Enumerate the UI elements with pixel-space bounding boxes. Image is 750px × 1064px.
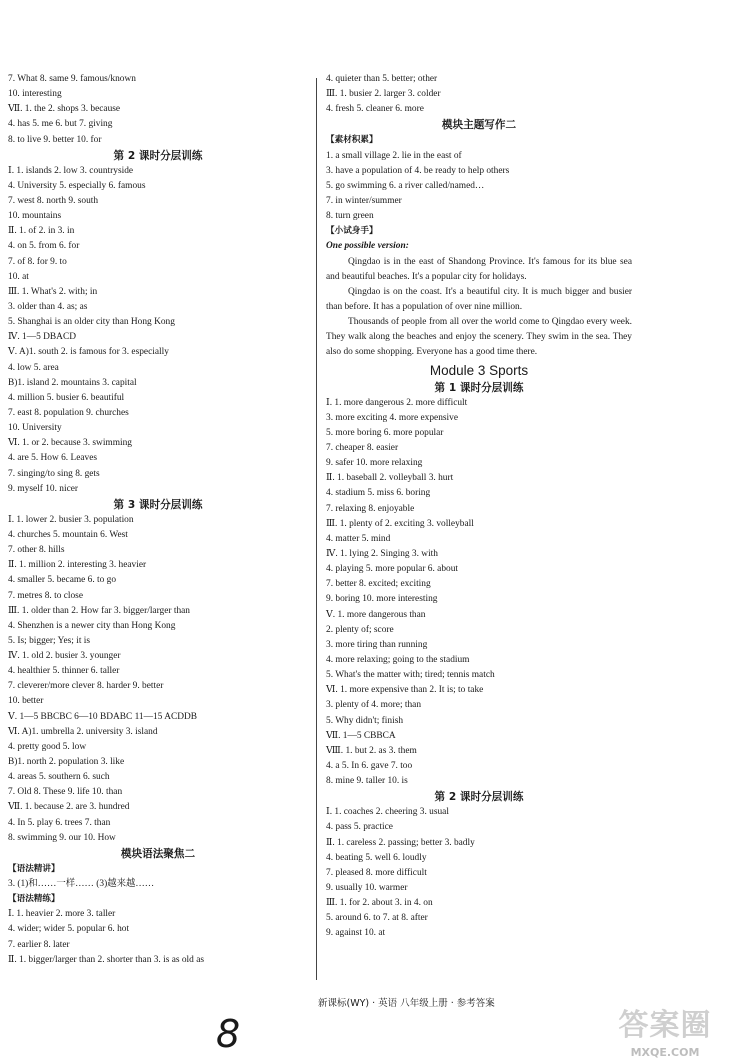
answer-line: 7. Old 8. These 9. life 10. than <box>8 787 123 798</box>
answer-line: 4. pass 5. practice <box>326 822 393 833</box>
answer-line: 4. healthier 5. thinner 6. taller <box>8 666 120 677</box>
answer-line: 10. better <box>8 696 44 707</box>
answer-line: Ⅶ. 1. because 2. are 3. hundred <box>8 802 130 813</box>
answer-line: 7. west 8. north 9. south <box>8 195 99 206</box>
answer-line: 7. pleased 8. more difficult <box>326 867 427 878</box>
answer-line: 4. stadium 5. miss 6. boring <box>326 488 431 499</box>
answer-line: 10. mountains <box>8 211 62 222</box>
sample-label: One possible version: <box>326 241 409 252</box>
answer-line: 4. has 5. me 6. but 7. giving <box>8 119 113 130</box>
answer-line: Ⅲ. 1. older than 2. How far 3. bigger/larger than <box>8 605 190 616</box>
answer-line: 5. more boring 6. more popular <box>326 427 444 438</box>
answer-line: 3. more exciting 4. more expensive <box>326 412 458 423</box>
section-tag: 【语法精练】 <box>8 894 60 905</box>
answer-line: 2. plenty of; score <box>326 624 394 635</box>
answer-line: 5. go swimming 6. a river called/named… <box>326 180 485 191</box>
answer-line: 10. University <box>8 423 62 434</box>
answer-line: B)1. north 2. population 3. like <box>8 757 125 768</box>
answer-line: 3. plenty of 4. more; than <box>326 700 422 711</box>
answer-line: 4. beating 5. well 6. loudly <box>326 852 427 863</box>
answer-line: 9. safer 10. more relaxing <box>326 458 423 469</box>
answer-line: 7. earlier 8. later <box>8 939 70 950</box>
answer-line: 9. against 10. at <box>326 928 386 939</box>
answer-line: 7. singing/to sing 8. gets <box>8 468 100 479</box>
answer-line: 4. low 5. area <box>8 362 59 373</box>
section-heading: 第 1 课时分层训练 <box>434 381 524 394</box>
answer-line: 7. in winter/summer <box>326 195 402 206</box>
answer-line: 3. older than 4. as; as <box>8 301 88 312</box>
answer-line: 4. areas 5. southern 6. such <box>8 772 110 783</box>
answer-line: Ⅵ. 1. more expensive than 2. It is; to take <box>326 685 484 696</box>
right-answer-column <box>326 72 632 942</box>
answer-line: Ⅲ. 1. plenty of 2. exciting 3. volleyball <box>326 518 474 529</box>
section-heading: 模块主题写作二 <box>441 119 517 132</box>
answer-line: Ⅱ. 1. baseball 2. volleyball 3. hurt <box>326 473 454 484</box>
answer-line: 7. other 8. hills <box>8 545 65 556</box>
section-heading: 第 3 课时分层训练 <box>113 498 203 511</box>
answer-line: Ⅲ. 1. for 2. about 3. in 4. on <box>326 898 433 909</box>
answer-line: 4. smaller 5. became 6. to go <box>8 575 117 586</box>
answer-line: 4. on 5. from 6. for <box>8 241 80 252</box>
answer-line: Ⅴ. 1. more dangerous than <box>326 609 426 620</box>
essay-paragraph: Qingdao is in the east of Shandong Province. It's famous for its blue sea and beautiful beaches. It's a popular city for holidays. <box>326 256 632 282</box>
answer-line: Ⅳ. 1. old 2. busier 3. younger <box>8 651 121 662</box>
watermark <box>590 1000 740 1062</box>
answer-line: Ⅳ. 1—5 DBACD <box>8 332 76 343</box>
answer-line: Ⅴ. A)1. south 2. is famous for 3. especially <box>8 347 169 358</box>
answer-line: 7. metres 8. to close <box>8 590 83 601</box>
answer-line: Ⅱ. 1. million 2. interesting 3. heavier <box>8 560 147 571</box>
answer-line: 9. myself 10. nicer <box>8 483 79 494</box>
answer-line: Ⅶ. 1—5 CBBCA <box>326 730 396 741</box>
page-number: 8 <box>216 1012 241 1056</box>
answer-line: 7. cheaper 8. easier <box>326 443 399 454</box>
answer-line: Ⅲ. 1. What's 2. with; in <box>8 286 98 297</box>
answer-line: 4. million 5. busier 6. beautiful <box>8 392 125 403</box>
answer-line: Ⅰ. 1. islands 2. low 3. countryside <box>8 165 134 176</box>
answer-line: 4. fresh 5. cleaner 6. more <box>326 104 424 115</box>
answer-line: 10. interesting <box>8 89 62 100</box>
answer-line: 7. relaxing 8. enjoyable <box>326 503 415 514</box>
answer-line: 8. mine 9. taller 10. is <box>326 776 408 787</box>
answer-line: 4. a 5. In 6. gave 7. too <box>326 761 413 772</box>
answer-line: Ⅰ. 1. lower 2. busier 3. population <box>8 514 134 525</box>
watermark-logo: 答案圈 <box>618 1008 712 1043</box>
answer-line: 7. better 8. excited; exciting <box>326 579 431 590</box>
answer-line: 1. a small village 2. lie in the east of <box>326 150 462 161</box>
answer-line: 7. cleverer/more clever 8. harder 9. better <box>8 681 164 692</box>
column-divider <box>316 78 317 980</box>
answer-line: 5. Is; bigger; Yes; it is <box>8 635 91 646</box>
answer-line: 3. (1)和……一样…… (3)越来越…… <box>8 879 155 890</box>
answer-line: 4. are 5. How 6. Leaves <box>8 453 98 464</box>
answer-line: 4. quieter than 5. better; other <box>326 74 438 84</box>
answer-line: Ⅵ. 1. or 2. because 3. swimming <box>8 438 132 449</box>
section-tag: 【素材积累】 <box>326 135 378 146</box>
answer-line: Ⅱ. 1. bigger/larger than 2. shorter than 3. is as old as <box>8 954 205 965</box>
answer-line: Ⅵ. A)1. umbrella 2. university 3. island <box>8 726 158 737</box>
answer-line: 9. boring 10. more interesting <box>326 594 438 605</box>
page-footer: 新课标(WY) · 英语 八年级上册 · 参考答案 <box>318 998 495 1009</box>
answer-line: 8. turn green <box>326 211 374 222</box>
answer-line: 10. at <box>8 271 29 282</box>
answer-line: 4. matter 5. mind <box>326 533 391 544</box>
module-heading: Module 3 Sports <box>429 362 529 378</box>
answer-line: 4. University 5. especially 6. famous <box>8 180 146 191</box>
section-heading: 第 2 课时分层训练 <box>434 791 524 804</box>
section-heading: 模块语法聚焦二 <box>120 847 196 860</box>
watermark-url: MXQE.COM <box>630 1046 700 1059</box>
section-tag: 【语法精讲】 <box>8 863 60 874</box>
answer-line: Ⅱ. 1. careless 2. passing; better 3. badly <box>326 837 475 848</box>
answer-line: 9. usually 10. warmer <box>326 883 408 893</box>
answer-line: Ⅴ. 1—5 BBCBC 6—10 BDABC 11—15 ACDDB <box>8 711 198 722</box>
answer-line: 4. Shenzhen is a newer city than Hong Kong <box>8 620 176 631</box>
answer-line: 4. pretty good 5. low <box>8 741 87 752</box>
answer-line: 3. more tiring than running <box>326 639 428 650</box>
answer-line: 7. of 8. for 9. to <box>8 256 67 267</box>
answer-line: Ⅶ. 1. the 2. shops 3. because <box>8 104 121 115</box>
answer-line: 8. to live 9. better 10. for <box>8 134 102 145</box>
answer-line: Ⅰ. 1. heavier 2. more 3. taller <box>8 909 116 920</box>
answer-line: 5. Shanghai is an older city than Hong Kong <box>8 317 175 328</box>
answer-line: 3. have a population of 4. be ready to help others <box>326 165 510 176</box>
section-heading: 第 2 课时分层训练 <box>113 149 203 162</box>
answer-line: Ⅳ. 1. lying 2. Singing 3. with <box>326 549 438 560</box>
essay-paragraph: Qingdao is on the coast. It's a beautiful city. It is much bigger and busier than before. It has a population of over nine million. <box>326 286 632 313</box>
section-tag: 【小试身手】 <box>326 226 378 237</box>
answer-line: 4. churches 5. mountain 6. West <box>8 529 128 540</box>
answer-line: 7. east 8. population 9. churches <box>8 407 129 418</box>
answer-line: 4. more relaxing; going to the stadium <box>326 655 470 666</box>
answer-line: 5. Why didn't; finish <box>326 715 404 726</box>
answer-line: Ⅰ. 1. coaches 2. cheering 3. usual <box>326 807 449 818</box>
left-answer-column <box>8 72 308 968</box>
answer-line: Ⅱ. 1. of 2. in 3. in <box>8 226 75 237</box>
answer-line: 4. In 5. play 6. trees 7. than <box>8 817 111 828</box>
answer-line: Ⅷ. 1. but 2. as 3. them <box>326 745 417 756</box>
answer-line: 8. swimming 9. our 10. How <box>8 832 116 843</box>
answer-line: 5. What's the matter with; tired; tennis match <box>326 670 495 681</box>
essay-paragraph: Thousands of people from all over the world come to Qingdao every week. They walk along the beaches and enjoy the scenery. They swim in the sea. They also do some shopping. Everyone has a good time there. <box>326 317 632 358</box>
answer-line: Ⅰ. 1. more dangerous 2. more difficult <box>326 397 468 408</box>
answer-line: 7. What 8. same 9. famous/known <box>8 74 136 84</box>
answer-line: Ⅲ. 1. busier 2. larger 3. colder <box>326 89 441 100</box>
answer-line: 5. around 6. to 7. at 8. after <box>326 913 428 924</box>
answer-line: 4. wider; wider 5. popular 6. hot <box>8 924 130 935</box>
answer-line: B)1. island 2. mountains 3. capital <box>8 377 137 388</box>
answer-line: 4. playing 5. more popular 6. about <box>326 564 459 575</box>
